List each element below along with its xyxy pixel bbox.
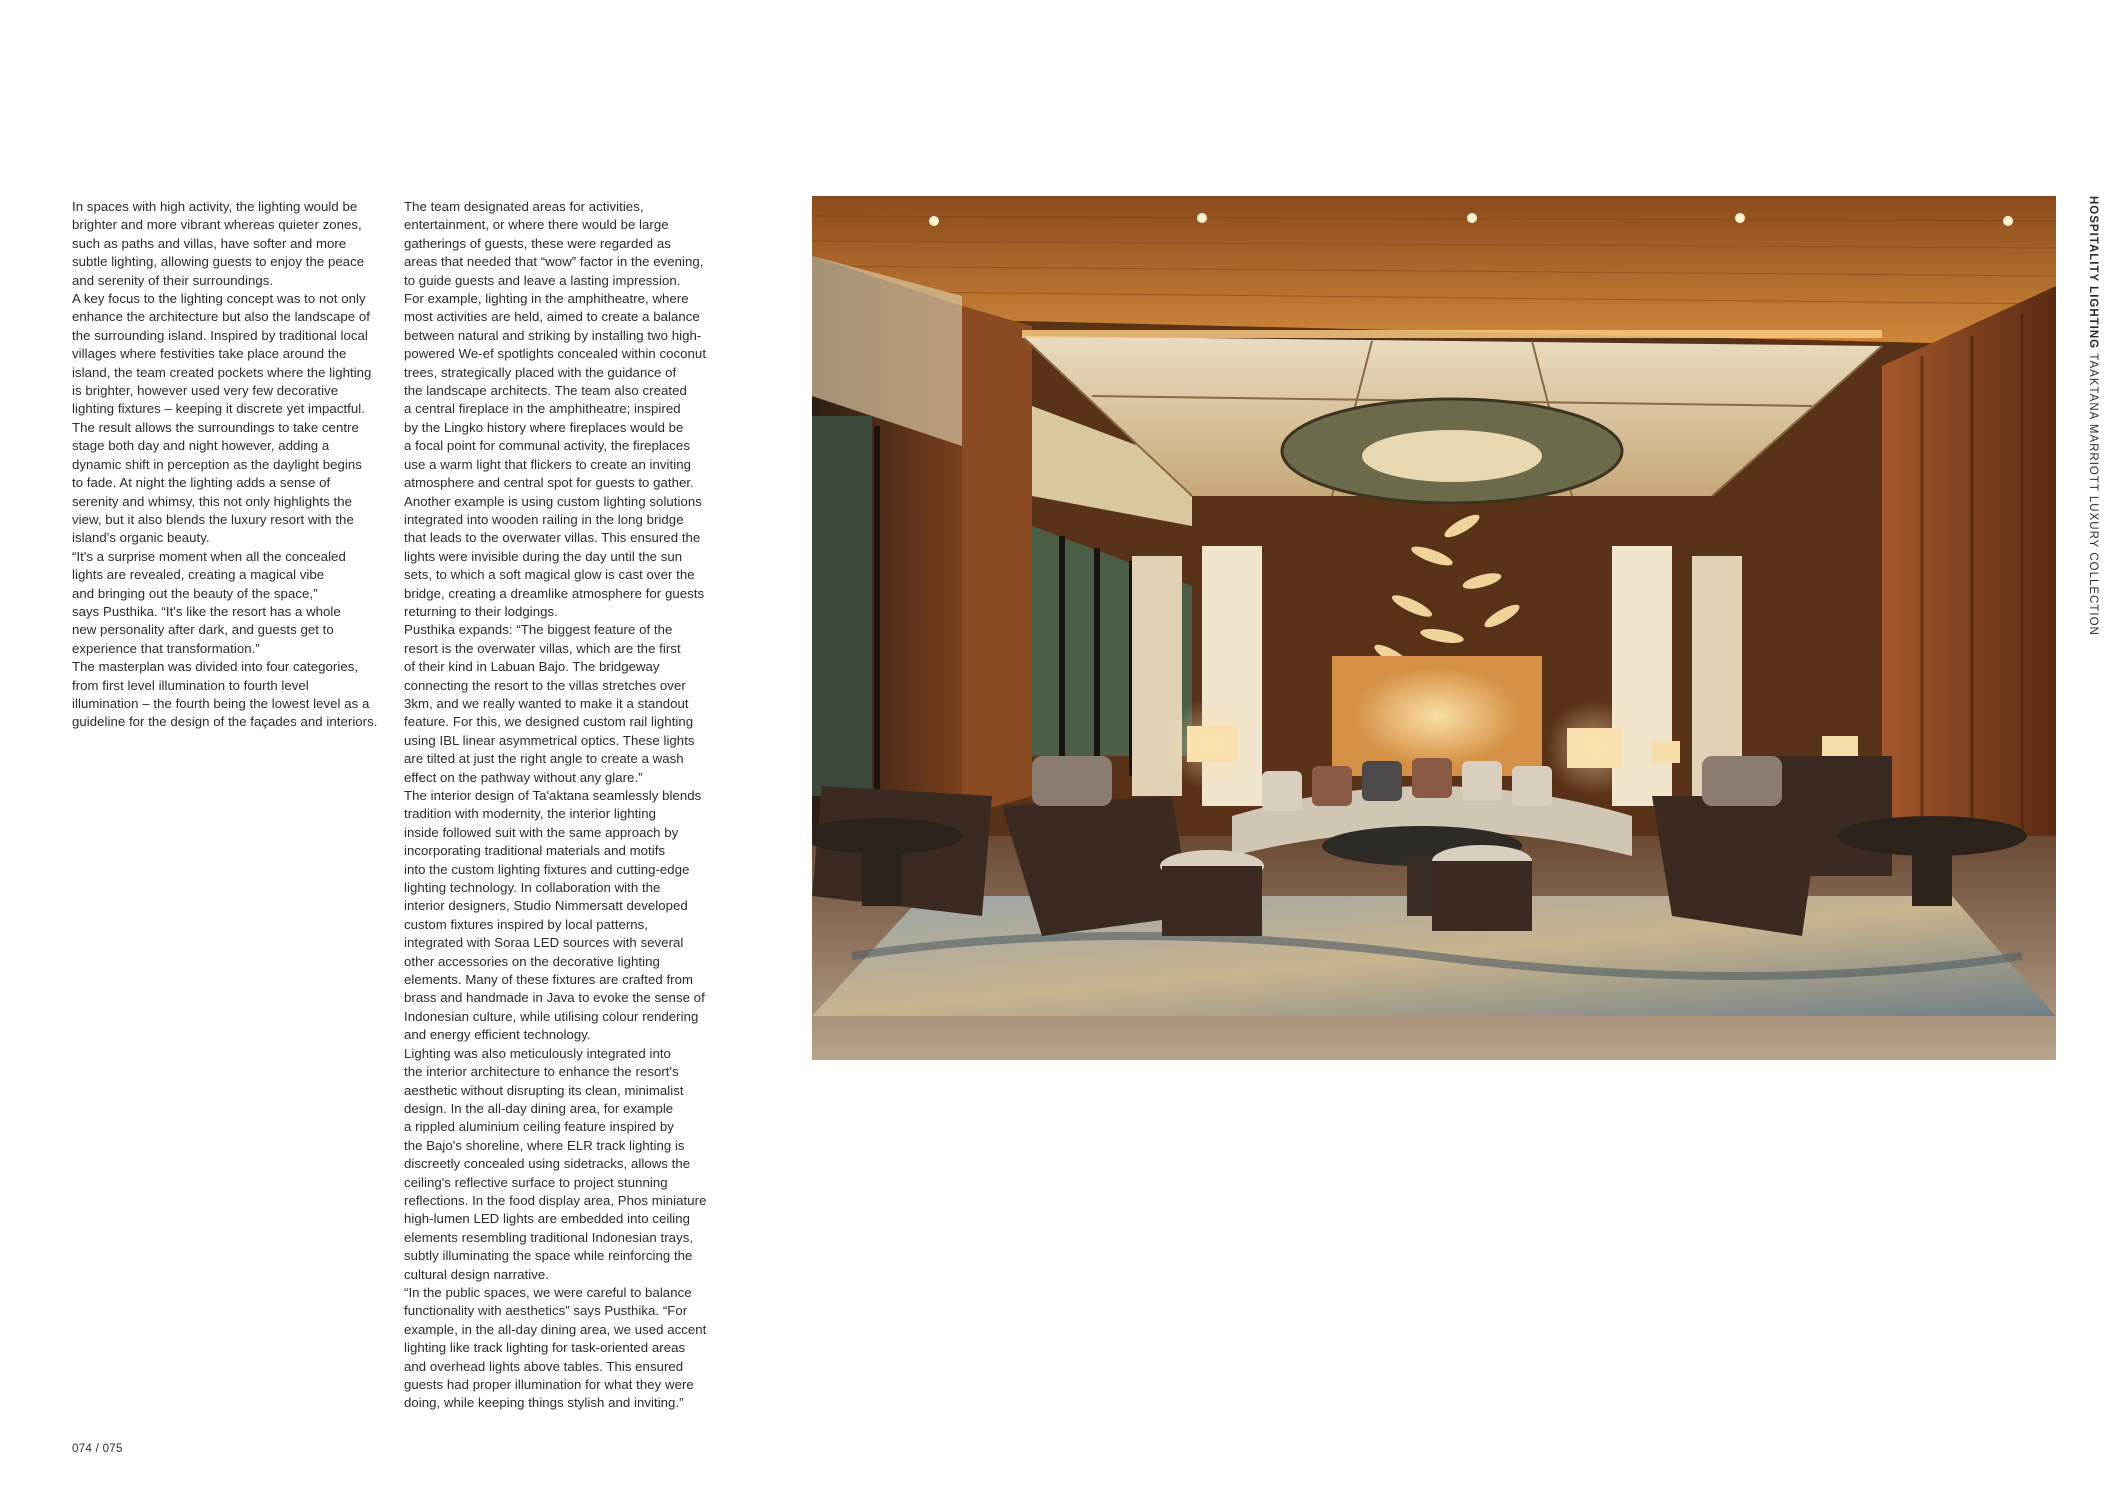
paragraph: The team designated areas for activities, entertainment, or where there would be large gatherings of guests, these were regarded as areas that needed that “wow” factor in the evening, to guide guests and leave a lasting impression. bbox=[404, 199, 704, 288]
article-column-2 bbox=[404, 198, 729, 1413]
paragraph: Lighting was also meticulously integrated into the interior architecture to enhance the resort's aesthetic without disrupting its clean, minimalist design. In the all-day dining area, for example a rippled aluminium ceiling feature inspired by the Bajo's shoreline, where ELR track lighting is discreetly concealed using sidetracks, allows the ceiling's reflective surface to project stunning reflections. In the food display area, Phos miniature high-lumen LED lights are embedded into ceiling elements resembling traditional Indonesian trays, subtly illuminating the space while reinforcing the cultural design narrative. bbox=[404, 1045, 707, 1282]
paragraph: The masterplan was divided into four categories, from first level illumination to fourth level illumination – the fourth being the lowest level as a guideline for the design of the façades and interiors. bbox=[72, 659, 378, 730]
article-subject: TAAKTANA MARRIOTT LUXURY COLLECTION bbox=[2087, 353, 2099, 636]
article-column-1 bbox=[72, 198, 392, 732]
lounge-photo bbox=[812, 196, 2056, 1060]
paragraph: A key focus to the lighting concept was to not only enhance the architecture but also the landscape of the surrounding island. Inspired by traditional local villages where festivities take place around the island, the team created pockets where the lighting is brighter, however used very few decorative lighting fixtures – keeping it discrete yet impactful. The result allows the surroundings to take centre stage both day and night however, adding a dynamic shift in perception as the daylight begins to fade. At night the lighting adds a sense of serenity and whimsy, this not only highlights the view, but it also blends the luxury resort with the island's organic beauty. bbox=[72, 291, 372, 546]
page-number: 074 / 075 bbox=[72, 1443, 123, 1455]
section-label: HOSPITALITY LIGHTING bbox=[2087, 196, 2099, 350]
running-head bbox=[2087, 196, 2099, 636]
paragraph: “It's a surprise moment when all the concealed lights are revealed, creating a magical vibe and bringing out the beauty of the space,” says Pusthika. “It's like the resort has a whole new personality after dark, and guests get to experience that transformation.” bbox=[72, 548, 346, 656]
paragraph: Pusthika expands: “The biggest feature of the resort is the overwater villas, which are the first of their kind in Labuan Bajo. The bridgeway connecting the resort to the villas stretches over 3km, and we really wanted to make it a standout feature. For this, we designed custom rail lighting using IBL linear asymmetrical optics. These lights are tilted at just the right angle to create a wash effect on the pathway without any glare.” bbox=[404, 622, 695, 785]
paragraph: The interior design of Ta'aktana seamlessly blends tradition with modernity, the interior lighting inside followed suit with the same approach by incorporating traditional materials and motifs into the custom lighting fixtures and cutting-edge lighting technology. In collaboration with the interior designers, Studio Nimmersatt developed custom fixtures inspired by local patterns, integrated with Soraa LED sources with several other accessories on the decorative lighting elements. Many of these fixtures are crafted from brass and handmade in Java to evoke the sense of Indonesian culture, while utilising colour rendering and energy efficient technology. bbox=[404, 788, 705, 1043]
paragraph: “In the public spaces, we were careful to balance functionality with aesthetics” says Pusthika. “For example, in the all-day dining area, we used accent lighting like track lighting for task-oriented areas and overhead lights above tables. This ensured guests had proper illumination for what they were doing, while keeping things stylish and inviting.” bbox=[404, 1284, 707, 1411]
paragraph: Another example is using custom lighting solutions integrated into wooden railing in the long bridge that leads to the overwater villas. This ensured the lights were invisible during the day until the sun sets, to which a soft magical glow is cast over the bridge, creating a dreamlike atmosphere for guests returning to their lodgings. bbox=[404, 493, 705, 619]
paragraph: For example, lighting in the amphitheatre, where most activities are held, aimed to create a balance between natural and striking by installing two high- powered We-ef spotlights concealed within coconut trees, strategically placed with the guidance of the landscape architects. The team also created a central fireplace in the amphitheatre; inspired by the Lingko history where fireplaces would be a focal point for communal activity, the fireplaces use a warm light that flickers to create an inviting atmosphere and central spot for guests to gather. bbox=[404, 291, 707, 491]
paragraph: In spaces with high activity, the lighting would be brighter and more vibrant whereas quieter zones, such as paths and villas, have softer and more subtle lighting, allowing guests to enjoy the peace and serenity of their surroundings. bbox=[72, 199, 365, 288]
lounge-illustration bbox=[812, 196, 2056, 1060]
